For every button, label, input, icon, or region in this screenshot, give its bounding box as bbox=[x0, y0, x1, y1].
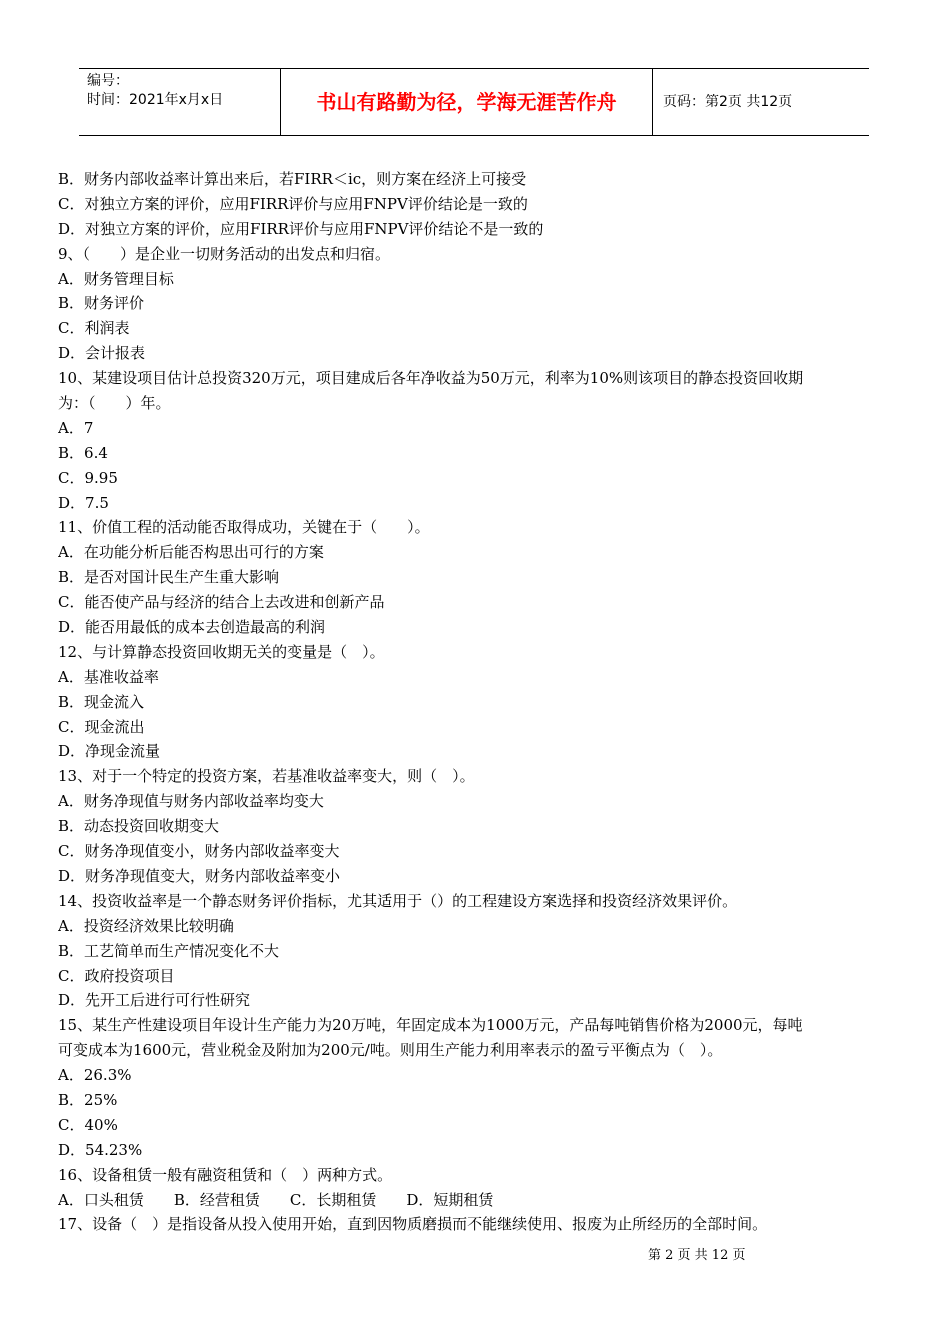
option-line: B．25% bbox=[58, 1090, 118, 1109]
option-line: C．9.95 bbox=[58, 468, 118, 487]
document-number: 编号： bbox=[87, 73, 129, 89]
question-line: 17、设备（ ）是指设备从投入使用开始，直到因物质磨损而不能继续使用、报废为止所经历的全部时间。 bbox=[58, 1215, 768, 1234]
option-line: C．财务净现值变小，财务内部收益率变大 bbox=[58, 842, 340, 861]
document-body bbox=[58, 167, 894, 1237]
header-page-info: 页码：第2页 共12页 bbox=[663, 94, 793, 110]
option-line: D．会计报表 bbox=[58, 344, 146, 363]
page-header bbox=[79, 68, 869, 136]
option-line: D．净现金流量 bbox=[58, 742, 161, 761]
option-line: D．先开工后进行可行性研究 bbox=[58, 991, 251, 1010]
option-line: A．7 bbox=[58, 418, 94, 437]
option-line: D．财务净现值变大，财务内部收益率变小 bbox=[58, 866, 341, 885]
option-line: A．基准收益率 bbox=[58, 667, 159, 686]
option-line: B．财务评价 bbox=[58, 294, 145, 313]
question-line: 13、对于一个特定的投资方案，若基准收益率变大，则（ ）。 bbox=[58, 767, 475, 786]
text-line: D．对独立方案的评价，应用FIRR评价与应用FNPV评价结论不是一致的 bbox=[58, 219, 544, 238]
option-line: C．现金流出 bbox=[58, 717, 145, 736]
option-line: D．能否用最低的成本去创造最高的利润 bbox=[58, 618, 326, 637]
option-line: A．口头租赁 B．经营租赁 C．长期租赁 D．短期租赁 bbox=[58, 1190, 494, 1209]
question-line: 9、（ ）是企业一切财务活动的出发点和归宿。 bbox=[58, 244, 391, 263]
option-line: A．财务净现值与财务内部收益率均变大 bbox=[58, 792, 324, 811]
text-line: C．对独立方案的评价，应用FIRR评价与应用FNPV评价结论是一致的 bbox=[58, 194, 528, 213]
option-line: A．投资经济效果比较明确 bbox=[58, 916, 234, 935]
option-line: B．动态投资回收期变大 bbox=[58, 817, 220, 836]
option-line: B．6.4 bbox=[58, 443, 108, 462]
question-line: 为：（ ）年。 bbox=[58, 394, 171, 413]
question-line: 12、与计算静态投资回收期无关的变量是（ ）。 bbox=[58, 642, 385, 661]
option-line: A．在功能分析后能否构思出可行的方案 bbox=[58, 543, 324, 562]
question-line: 11、价值工程的活动能否取得成功，关键在于（ ）。 bbox=[58, 518, 430, 537]
page-footer: 第 2 页 共 12 页 bbox=[648, 1248, 746, 1263]
option-line: A．财务管理目标 bbox=[58, 269, 174, 288]
text-line: B．财务内部收益率计算出来后，若FIRR＜ic，则方案在经济上可接受 bbox=[58, 170, 527, 188]
document-date: 时间：2021年x月x日 bbox=[87, 92, 224, 108]
option-line: B．是否对国计民生产生重大影响 bbox=[58, 568, 280, 587]
question-line: 14、投资收益率是一个静态财务评价指标，尤其适用于（）的工程建设方案选择和投资经济效果评价。 bbox=[58, 891, 738, 910]
option-line: C．能否使产品与经济的结合上去改进和创新产品 bbox=[58, 593, 385, 612]
option-line: C．政府投资项目 bbox=[58, 966, 175, 985]
option-line: D．7.5 bbox=[58, 493, 109, 512]
question-line: 可变成本为1600元，营业税金及附加为200元/吨。则用生产能力利用率表示的盈亏平衡点为（ ）。 bbox=[58, 1041, 723, 1060]
question-line: 15、某生产性建设项目年设计生产能力为20万吨，年固定成本为1000万元，产品每吨销售价格为2000元，每吨 bbox=[58, 1016, 803, 1035]
question-line: 10、某建设项目估计总投资320万元，项目建成后各年净收益为50万元，利率为10%则该项目的静态投资回收期 bbox=[58, 369, 804, 388]
option-line: D．54.23% bbox=[58, 1140, 143, 1159]
option-line: C．利润表 bbox=[58, 319, 130, 338]
option-line: B．现金流入 bbox=[58, 692, 145, 711]
option-line: A．26.3% bbox=[58, 1066, 132, 1085]
option-line: C．40% bbox=[58, 1115, 118, 1134]
question-line: 16、设备租赁一般有融资租赁和（ ）两种方式。 bbox=[58, 1165, 393, 1184]
option-line: B．工艺简单而生产情况变化不大 bbox=[58, 941, 280, 960]
header-motto: 书山有路勤为径，学海无涯苦作舟 bbox=[281, 69, 653, 135]
header-info bbox=[79, 69, 281, 135]
